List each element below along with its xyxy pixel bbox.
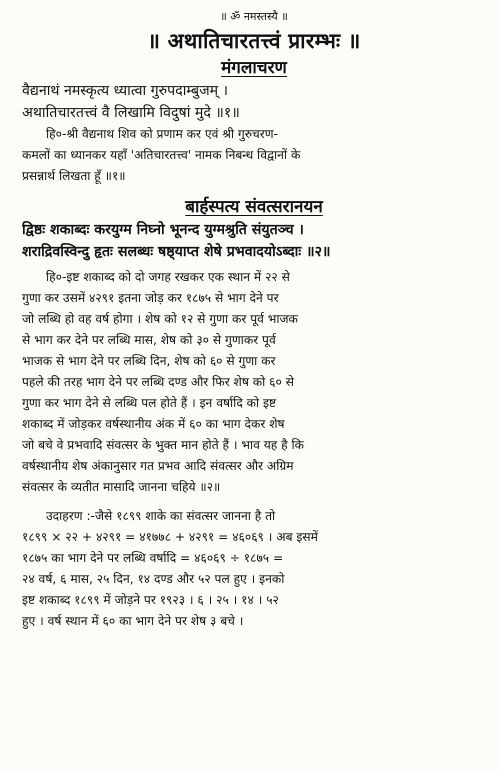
commentary-line: जो लब्धि हो वह वर्ष होगा । शेष को १२ से गुणा कर पूर्व भाजक	[22, 312, 298, 326]
commentary-line: प्रसन्नार्थ लिखता हूँ ॥१॥	[22, 169, 126, 183]
verse-line: शराद्रिवस्विन्दु हृतः सलब्धः षष्ठ्याप्त शेषे प्रभवादयोऽब्दाः ॥२॥	[22, 244, 331, 260]
commentary-block-2	[22, 267, 486, 498]
verse-line: अथातिचारतत्त्वं वै लिखामि विदुषां मुदे ॥१॥	[22, 105, 240, 121]
section-heading-samvatsar: बार्हस्पत्य संवत्सरानयन	[185, 197, 323, 217]
example-line: १८७५ का भाग देने पर लब्धि वर्षादि = ४६०६९ ÷ १८७५ =	[22, 551, 284, 565]
example-block	[22, 506, 486, 632]
verse-line: द्विष्ठः शकाब्दः करयुग्म निघ्नो भूनन्द युग्मश्रुति संयुतञ्च ।	[22, 222, 304, 238]
commentary-line: वर्षस्थानीय शेष अंकानुसार गत प्रभव आदि संवत्सर और अग्रिम	[22, 459, 294, 473]
commentary-block-1	[22, 124, 486, 187]
verse-block-1	[22, 80, 486, 124]
commentary-line: गुणा कर भाग देने से लब्धि पल होते हैं । इन वर्षादि को इष्ट	[22, 396, 277, 410]
commentary-line: कमलों का ध्यानकर यहाँ 'अतिचारतत्त्व' नामक निबन्ध विद्वानों के	[22, 148, 301, 162]
page-title: ॥ अथातिचारतत्त्वं प्रारम्भः ॥	[147, 29, 361, 53]
commentary-line: जो बचे वे प्रभवादि संवत्सर के भुक्त मान होते हैं । भाव यह है कि	[22, 438, 305, 452]
example-line: १८९९ × २२ + ४२९१ = ४१७७८ + ४२९१ = ४६०६९ । अब इसमें	[22, 530, 318, 544]
verse-block-2	[22, 219, 486, 263]
commentary-line: शकाब्द में जोड़कर वर्षस्थानीय अंक में ६० का भाग देकर शेष	[22, 417, 285, 431]
commentary-line: गुणा कर उसमें ४२९१ इतना जोड़ कर १८७५ से भाग देने पर	[22, 291, 279, 305]
verse-line: वैद्यनाथं नमस्कृत्य ध्यात्वा गुरुपदाम्बुजम् ।	[22, 83, 228, 99]
commentary-line: हि०-श्री वैद्यनाथ शिव को प्रणाम कर एवं श्री गुरुचरण-	[46, 127, 278, 141]
example-line: २४ वर्ष, ६ मास, २५ दिन, १४ दण्ड और ५२ पल हुए । इनको	[22, 572, 285, 586]
commentary-line: से भाग कर देने पर लब्धि मास, शेष को ३० से गुणाकर पूर्व	[22, 333, 276, 347]
example-line: हुए । वर्ष स्थान में ६० का भाग देने पर शेष ३ बचे ।	[22, 614, 244, 628]
example-line: इष्ट शकाब्द १८९९ में जोड़ने पर १९२३ । ६ । २५ । १४ । ५२	[22, 593, 279, 607]
invocation-line: ॥ ॐ नमस्तस्यै ॥	[220, 10, 288, 23]
commentary-line: हि०-इष्ट शकाब्द को दो जगह रखकर एक स्थान में २२ से	[46, 270, 290, 284]
example-line: उदाहरण :-जैसे १८९९ शाके का संवत्सर जानना है तो	[46, 509, 276, 523]
commentary-line: भाजक से भाग देने पर लब्धि दिन, शेष को ६० से गुणा कर	[22, 354, 276, 368]
section-heading-mangalacharan: मंगलाचरण	[221, 58, 287, 78]
commentary-line: संवत्सर के व्यतीत मासादि जानना चहिये ॥२॥	[22, 480, 221, 494]
commentary-line: पहले की तरह भाग देने पर लब्धि दण्ड और फिर शेष को ६० से	[22, 375, 294, 389]
